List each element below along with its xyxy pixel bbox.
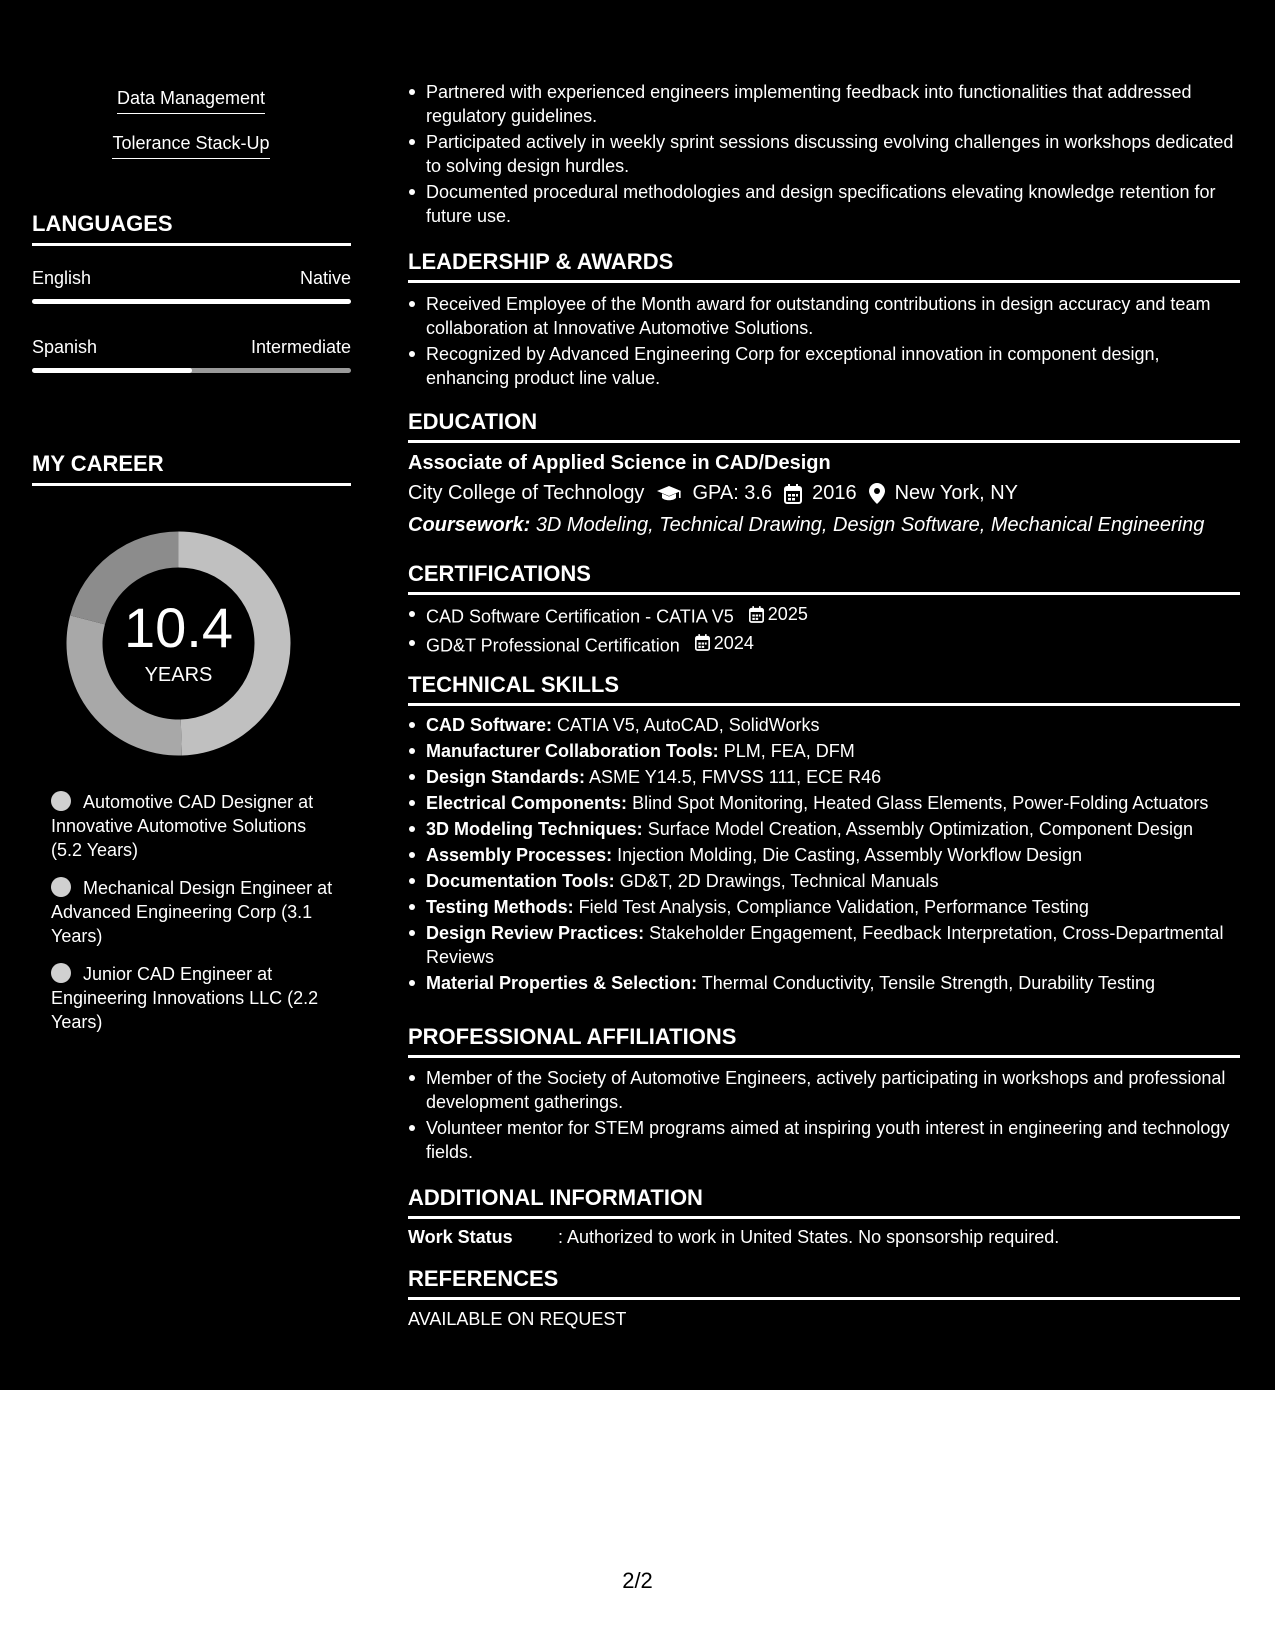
language-name: Spanish [32,337,98,357]
coursework-list: 3D Modeling, Technical Drawing, Design Software, Mechanical Engineering [535,514,1205,536]
skill-item: Tolerance Stack-Up [0,133,382,159]
skill-item: 3D Modeling Techniques: Surface Model Creation, Assembly Optimization, Component Design [408,817,1240,841]
calendar-icon [784,484,802,504]
certification-item: GD&T Professional Certification 2024 [408,631,1240,658]
skill-item: Manufacturer Collaboration Tools: PLM, FEA, DFM [408,739,1240,763]
skill-item: Electrical Components: Blind Spot Monitoring, Heated Glass Elements, Power-Folding Actuators [408,791,1240,815]
leadership-title: LEADERSHIP & AWARDS [408,249,1240,283]
language-level-fill [32,368,192,373]
certifications-title: CERTIFICATIONS [408,561,1240,595]
language-level-bar [32,368,351,373]
language-name: English [32,268,92,288]
page-number: 2/2 [622,1568,653,1593]
language-level: Intermediate [250,337,351,357]
list-item: Partnered with experienced engineers implementing feedback into functionalities that addressed regulatory guidelines. [408,80,1240,128]
skill-item: Documentation Tools: GD&T, 2D Drawings, Technical Manuals [408,869,1240,893]
skill-item: CAD Software: CATIA V5, AutoCAD, SolidWorks [408,713,1240,737]
affiliations-list [408,1066,1240,1166]
location-pin-icon [869,483,885,504]
gpa: GPA: 3.6 [692,482,773,504]
skill-item: Design Standards: ASME Y14.5, FMVSS 111, ECE R46 [408,765,1240,789]
education-title: EDUCATION [408,409,1240,443]
graduation-year: 2016 [812,482,857,504]
career-item: Junior CAD Engineer at Engineering Innovations LLC (2.2 Years) [51,964,319,1032]
list-item: Volunteer mentor for STEM programs aimed at inspiring youth interest in engineering and technology fields. [408,1116,1240,1164]
bullet-dot-icon [51,877,71,897]
references-title: REFERENCES [408,1266,1240,1300]
references-text: AVAILABLE ON REQUEST [408,1309,627,1329]
language-row [32,268,351,289]
skill-item: Assembly Processes: Injection Molding, Die Casting, Assembly Workflow Design [408,843,1240,867]
education-details [408,482,1240,505]
degree-name: Associate of Applied Science in CAD/Design [408,452,831,474]
affiliations-title: PROFESSIONAL AFFILIATIONS [408,1024,1240,1058]
language-level-bar [32,299,351,304]
career-item: Automotive CAD Designer at Innovative Automotive Solutions (5.2 Years) [51,792,314,860]
list-item: Received Employee of the Month award for outstanding contributions in design accuracy and team collaboration at Innovative Automotive Solutions. [408,292,1240,340]
work-status-value: : Authorized to work in United States. No sponsorship required. [558,1227,1060,1247]
technical-skills-list [408,713,1240,997]
career-years-label: YEARS [144,664,213,686]
skill-item: Testing Methods: Field Test Analysis, Compliance Validation, Performance Testing [408,895,1240,919]
calendar-icon [695,634,710,651]
coursework [408,514,1240,537]
additional-info-title: ADDITIONAL INFORMATION [408,1185,1240,1219]
skill-item: Data Management [0,88,382,114]
career-item: Mechanical Design Engineer at Advanced Engineering Corp (3.1 Years) [51,878,333,946]
calendar-icon [749,606,764,623]
technical-skills-title: TECHNICAL SKILLS [408,672,1240,706]
career-total-years: 10.4 [124,596,233,659]
languages-heading: LANGUAGES [32,211,351,246]
list-item: Recognized by Advanced Engineering Corp for exceptional innovation in component design, enhancing product line value. [408,342,1240,390]
leadership-list [408,292,1240,392]
sidebar [0,0,382,1390]
language-row [32,337,351,358]
graduation-cap-icon [656,485,682,503]
coursework-label: Coursework: [408,514,531,536]
language-level: Native [299,268,351,288]
list-item: Participated actively in weekly sprint sessions discussing evolving challenges in workshops dedicated to solving design hurdles. [408,130,1240,178]
career-heading: MY CAREER [32,451,351,486]
skill-item: Design Review Practices: Stakeholder Engagement, Feedback Interpretation, Cross-Departmental Reviews [408,921,1240,969]
bullet-dot-icon [51,963,71,983]
list-item: Member of the Society of Automotive Engineers, actively participating in workshops and professional development gatherings. [408,1066,1240,1114]
language-level-fill [32,299,351,304]
skill-item: Material Properties & Selection: Thermal Conductivity, Tensile Strength, Durability Testing [408,971,1240,995]
certification-item: CAD Software Certification - CATIA V5 2025 [408,602,1240,629]
list-item: Documented procedural methodologies and design specifications elevating knowledge retention for future use. [408,180,1240,228]
work-status-label: Work Status [408,1227,513,1247]
work-status-row [408,1227,1240,1248]
bullet-dot-icon [51,791,71,811]
school-name: City College of Technology [408,482,645,504]
certifications-list [408,602,1240,659]
experience-bullets [408,80,1240,230]
education-location: New York, NY [894,482,1018,504]
